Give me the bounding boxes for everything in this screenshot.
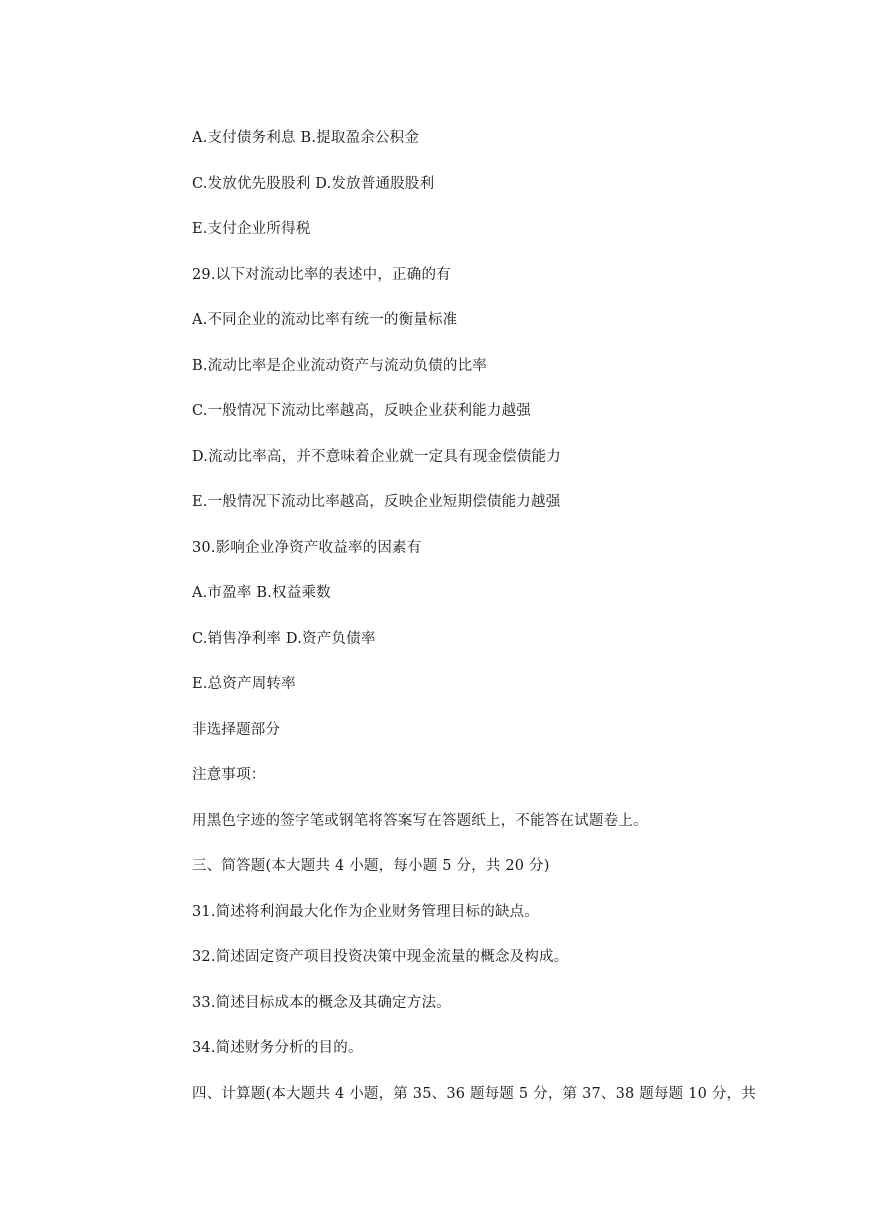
q28-options-ab: A.支付债务利息 B.提取盈余公积金 [192,130,420,146]
q29-option-c: C.一般情况下流动比率越高，反映企业获利能力越强 [192,403,531,419]
q32: 32.简述固定资产项目投资决策中现金流量的概念及构成。 [192,949,569,965]
q29-option-d: D.流动比率高，并不意味着企业就一定具有现金偿债能力 [192,449,561,465]
q29-option-b: B.流动比率是企业流动资产与流动负债的比率 [192,358,487,374]
section-heading-non-choice: 非选择题部分 [192,722,281,738]
q30-options-ab: A.市盈率 B.权益乘数 [192,585,331,601]
q30-stem: 30.影响企业净资产收益率的因素有 [192,540,422,556]
section-three-heading: 三、简答题(本大题共 4 小题，每小题 5 分，共 20 分) [192,858,550,874]
q28-option-e: E.支付企业所得税 [192,221,311,237]
q29-option-e: E.一般情况下流动比率越高，反映企业短期偿债能力越强 [192,494,561,510]
q34: 34.简述财务分析的目的。 [192,1040,363,1056]
q33: 33.简述目标成本的概念及其确定方法。 [192,995,451,1011]
notice-text: 用黑色字迹的签字笔或钢笔将答案写在答题纸上，不能答在试题卷上。 [192,813,648,829]
q29-stem: 29.以下对流动比率的表述中，正确的有 [192,267,451,283]
section-four-heading: 四、计算题(本大题共 4 小题，第 35、36 题每题 5 分，第 37、38 题每题 10 分，共 [192,1086,756,1102]
q28-options-cd: C.发放优先股股利 D.发放普通股股利 [192,176,435,192]
q31: 31.简述将利润最大化作为企业财务管理目标的缺点。 [192,904,540,920]
notice-heading: 注意事项： [192,767,266,783]
q30-options-cd: C.销售净利率 D.资产负债率 [192,631,376,647]
q29-option-a: A.不同企业的流动比率有统一的衡量标准 [192,312,458,328]
q30-option-e: E.总资产周转率 [192,676,296,692]
